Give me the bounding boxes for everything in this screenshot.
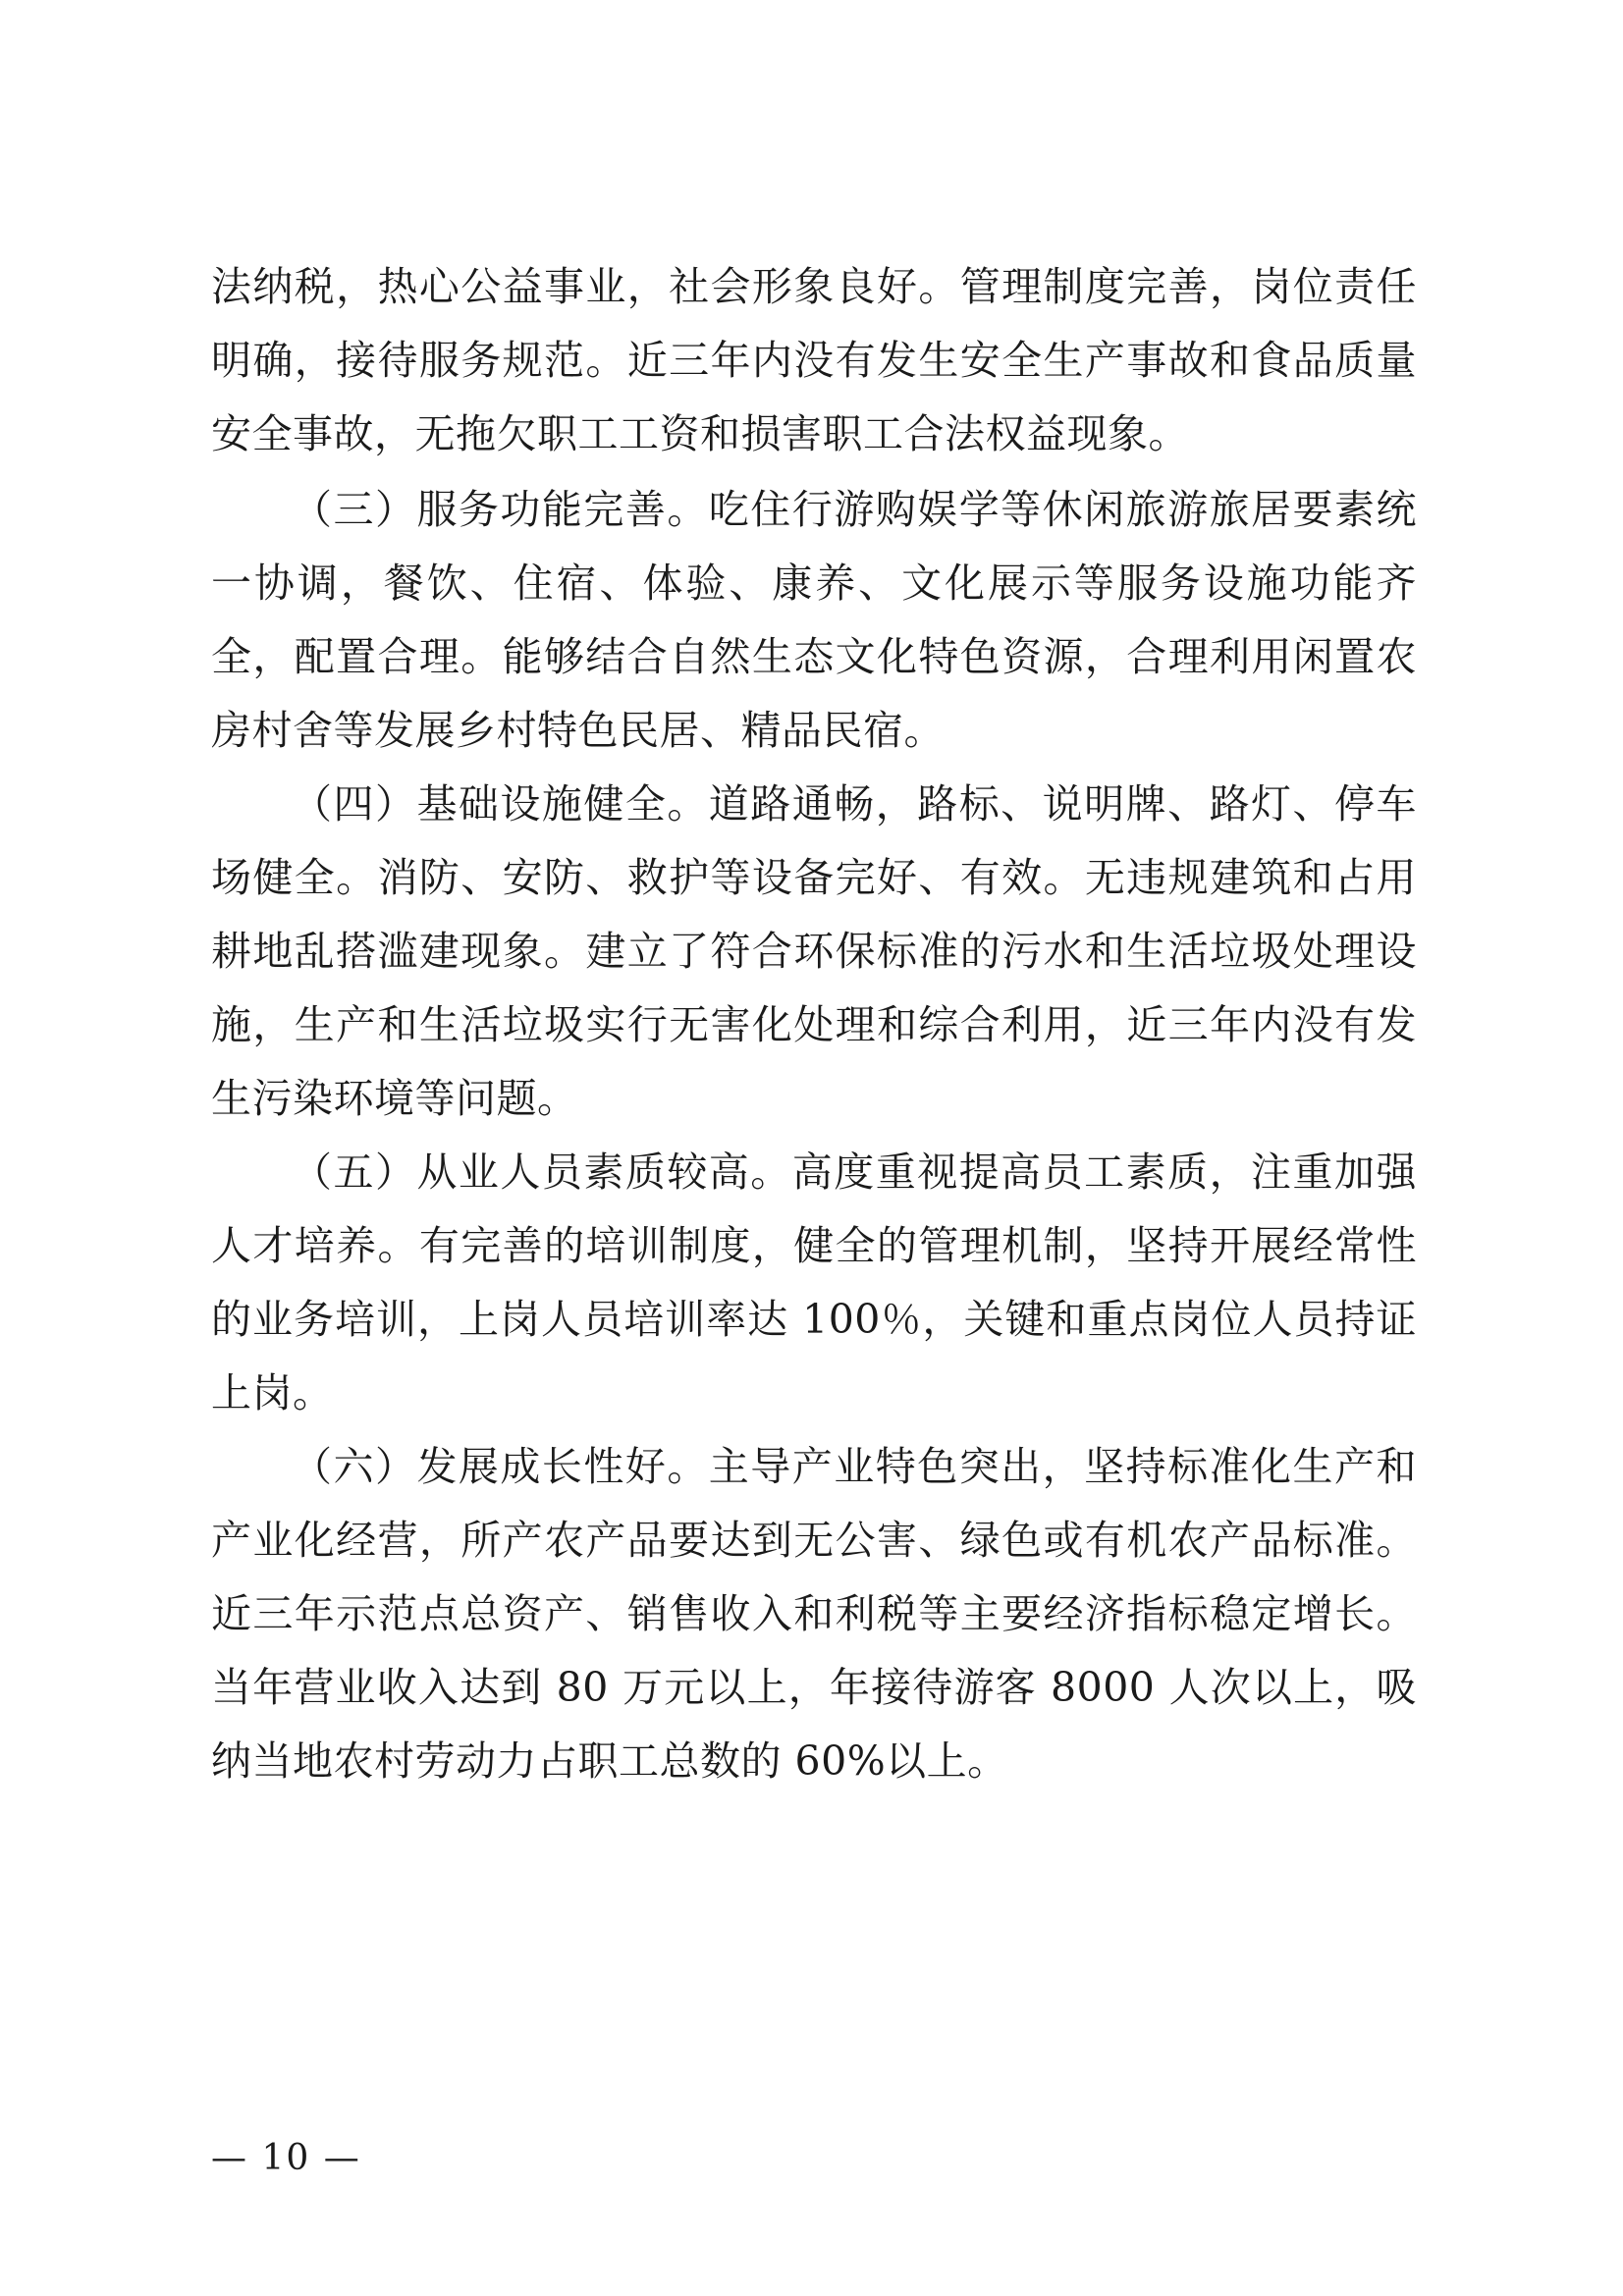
paragraph-item-five: （五）从业人员素质较高。高度重视提高员工素质，注重加强人才培养。有完善的培训制度，健全的管理机制，坚持开展经常性的业务培训，上岗人员培训率达 100％，关键和重点岗位人员持证上岗。 bbox=[211, 1148, 1417, 1416]
paragraph-item-six: （六）发展成长性好。主导产业特色突出，坚持标准化生产和产业化经营，所产农产品要达到无公害、绿色或有机农产品标准。近三年示范点总资产、销售收入和利税等主要经济指标稳定增长。当年营业收入达到 80 万元以上，年接待游客 8000 人次以上，吸纳当地农村劳动力占职工总数的 60%以上。 bbox=[211, 1443, 1417, 1785]
page-number: — 10 — bbox=[211, 2138, 361, 2178]
paragraph-item-three: （三）服务功能完善。吃住行游购娱学等休闲旅游旅居要素统一协调，餐饮、住宿、体验、康养、文化展示等服务设施功能齐全，配置合理。能够结合自然生态文化特色资源，合理利用闲置农房村舍等发展乡村特色民居、精品民宿。 bbox=[211, 486, 1417, 754]
paragraph-continued: 法纳税，热心公益事业，社会形象良好。管理制度完善，岗位责任明确，接待服务规范。近三年内没有发生安全生产事故和食品质量安全事故，无拖欠职工工资和损害职工合法权益现象。 bbox=[211, 263, 1417, 457]
paragraph-item-four: （四）基础设施健全。道路通畅，路标、说明牌、路灯、停车场健全。消防、安防、救护等设备完好、有效。无违规建筑和占用耕地乱搭滥建现象。建立了符合环保标准的污水和生活垃圾处理设施，生产和生活垃圾实行无害化处理和综合利用，近三年内没有发生污染环境等问题。 bbox=[211, 780, 1417, 1122]
document-body bbox=[211, 250, 1417, 1798]
